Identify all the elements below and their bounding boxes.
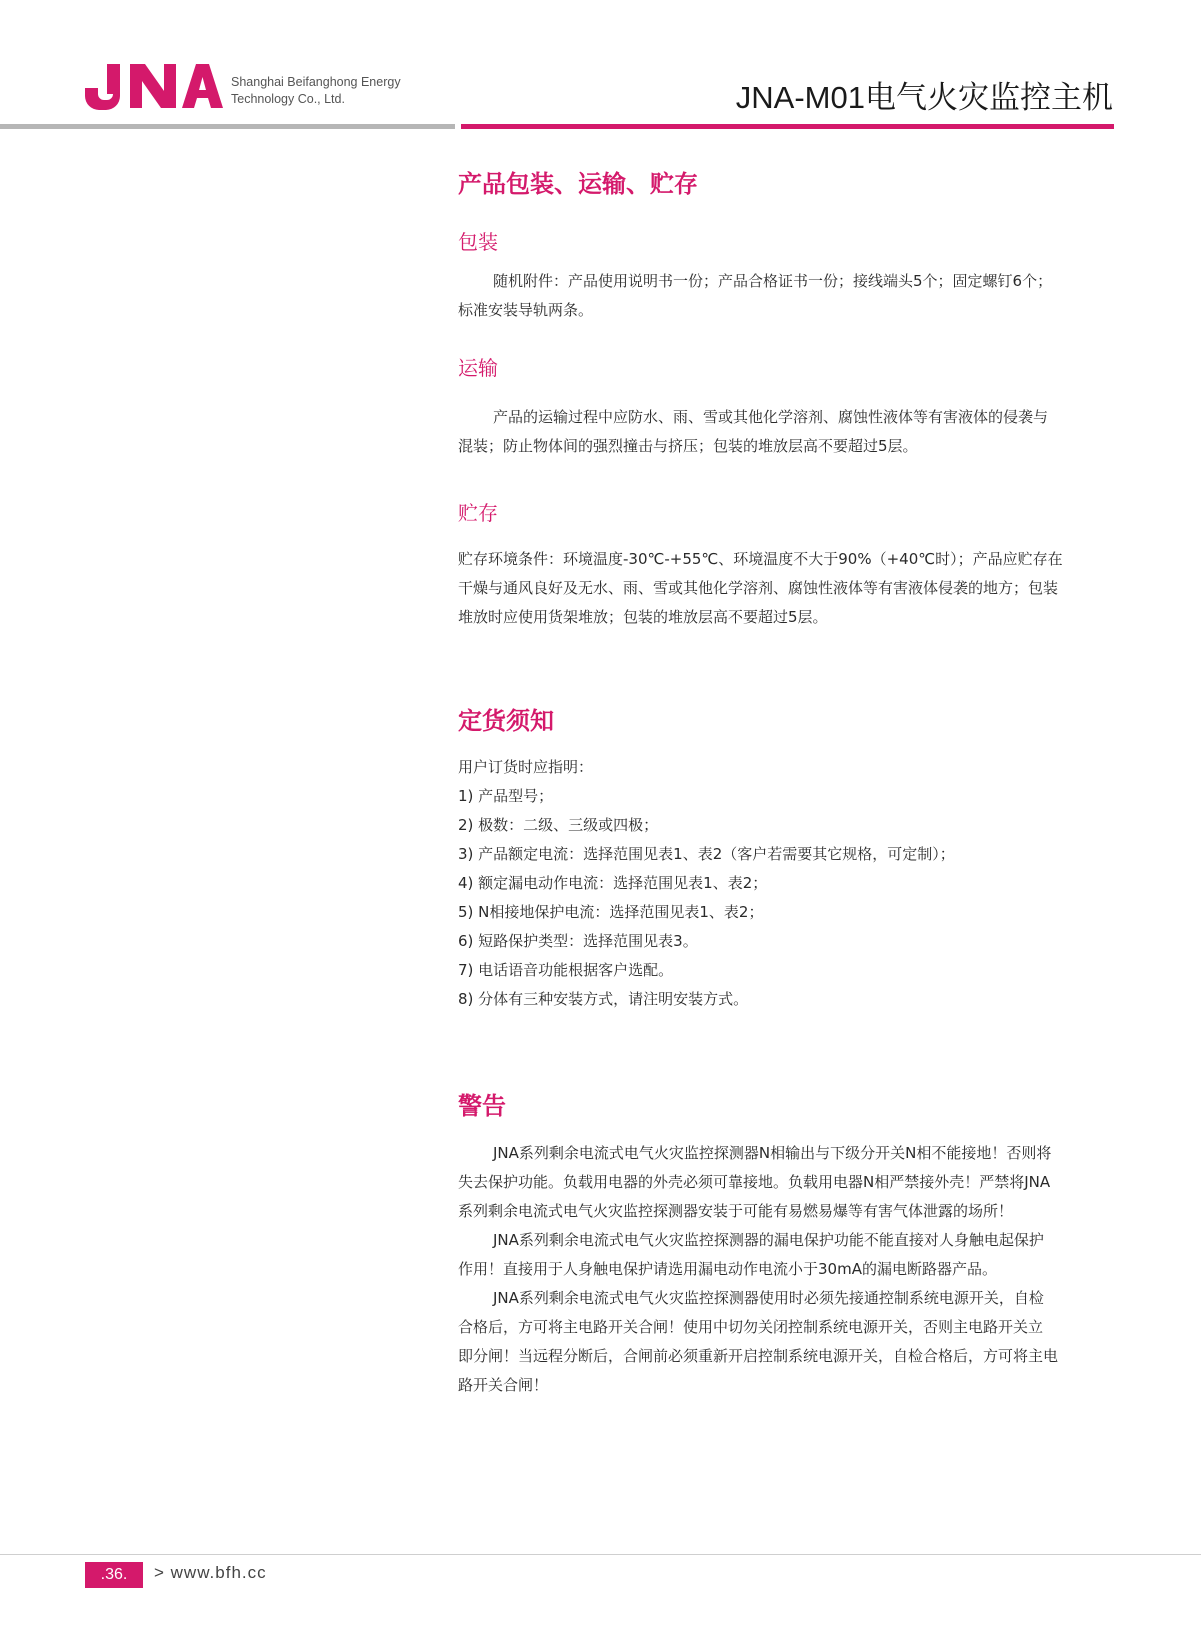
storage-paragraph (458, 545, 1118, 632)
paragraph-line: 堆放时应使用货架堆放；包装的堆放层高不要超过5层。 (458, 608, 828, 626)
list-item: 2) 极数：二级、三级或四极； (458, 816, 659, 834)
paragraph-line: 失去保护功能。负载用电器的外壳必须可靠接地。负载用电器N相严禁接外壳！严禁将JNA (458, 1173, 1051, 1191)
list-item: 5) N相接地保护电流：选择范围见表1、表2； (458, 903, 764, 921)
paragraph-line: 随机附件：产品使用说明书一份；产品合格证书一份；接线端头5个；固定螺钉6个； (493, 272, 1053, 290)
paragraph-line: 混装；防止物体间的强烈撞击与挤压；包装的堆放层高不要超过5层。 (458, 437, 918, 455)
warning-paragraph-2 (458, 1226, 1118, 1284)
paragraph-line: 干燥与通风良好及无水、雨、雪或其他化学溶剂、腐蚀性液体等有害液体侵袭的地方；包装 (458, 579, 1059, 597)
paragraph-line: 作用！直接用于人身触电保护请选用漏电动作电流小于30mA的漏电断路器产品。 (458, 1260, 997, 1278)
list-item: 7) 电话语音功能根据客户选配。 (458, 961, 674, 979)
paragraph-line: 产品的运输过程中应防水、雨、雪或其他化学溶剂、腐蚀性液体等有害液体的侵袭与 (493, 408, 1049, 426)
paragraph-line: 贮存环境条件：环境温度-30℃-+55℃、环境温度不大于90%（+40℃时）；产品应贮存在 (458, 550, 1063, 568)
paragraph-line: JNA系列剩余电流式电气火灾监控探测器N相输出与下级分开关N相不能接地！否则将 (493, 1144, 1052, 1162)
section-title-ordering: 定货须知 (458, 707, 554, 735)
section-title-packaging: 产品包装、运输、贮存 (458, 170, 698, 198)
warning-paragraph-1 (458, 1139, 1118, 1226)
paragraph-line: 合格后，方可将主电路开关合闸！使用中切勿关闭控制系统电源开关，否则主电路开关立 (458, 1318, 1044, 1336)
footer-rule (0, 1554, 1201, 1555)
paragraph-line: JNA系列剩余电流式电气火灾监控探测器的漏电保护功能不能直接对人身触电起保护 (493, 1231, 1044, 1249)
website-link[interactable]: > www.bfh.cc (154, 1563, 267, 1582)
paragraph-line: 标准安装导轨两条。 (458, 301, 594, 319)
paragraph-line: 即分闸！当远程分断后，合闸前必须重新开启控制系统电源开关，自检合格后，方可将主电 (458, 1347, 1059, 1365)
list-item: 8) 分体有三种安装方式，请注明安装方式。 (458, 990, 749, 1008)
header-rule-gray (0, 124, 455, 129)
transport-paragraph (458, 403, 1118, 461)
ordering-list (458, 753, 1118, 1014)
packaging-paragraph (458, 267, 1118, 325)
subsection-title-storage: 贮存 (458, 501, 498, 525)
document-title: JNA-M01电气火灾监控主机 (735, 80, 1113, 115)
paragraph-line: JNA系列剩余电流式电气火灾监控探测器使用时必须先接通控制系统电源开关，自检 (493, 1289, 1044, 1307)
paragraph-line: 系列剩余电流式电气火灾监控探测器安装于可能有易燃易爆等有害气体泄露的场所！ (458, 1202, 1014, 1220)
header-rule-pink (461, 124, 1114, 129)
page-number: .36. (85, 1562, 143, 1588)
paragraph-line: 路开关合闸！ (458, 1376, 549, 1394)
subsection-title-transport: 运输 (458, 356, 498, 380)
list-item: 4) 额定漏电动作电流：选择范围见表1、表2； (458, 874, 768, 892)
list-item: 3) 产品额定电流：选择范围见表1、表2（客户若需要其它规格，可定制）； (458, 845, 955, 863)
section-title-warning: 警告 (458, 1092, 506, 1120)
jna-logo-mark (85, 62, 223, 110)
company-name-line2: Technology Co., Ltd. (231, 92, 345, 106)
subsection-title-packaging: 包装 (458, 230, 498, 254)
list-item: 6) 短路保护类型：选择范围见表3。 (458, 932, 698, 950)
warning-paragraph-3 (458, 1284, 1118, 1400)
company-name-line1: Shanghai Beifanghong Energy (231, 75, 401, 89)
company-name (231, 74, 401, 108)
ordering-intro: 用户订货时应指明： (458, 758, 594, 776)
list-item: 1) 产品型号； (458, 787, 554, 805)
